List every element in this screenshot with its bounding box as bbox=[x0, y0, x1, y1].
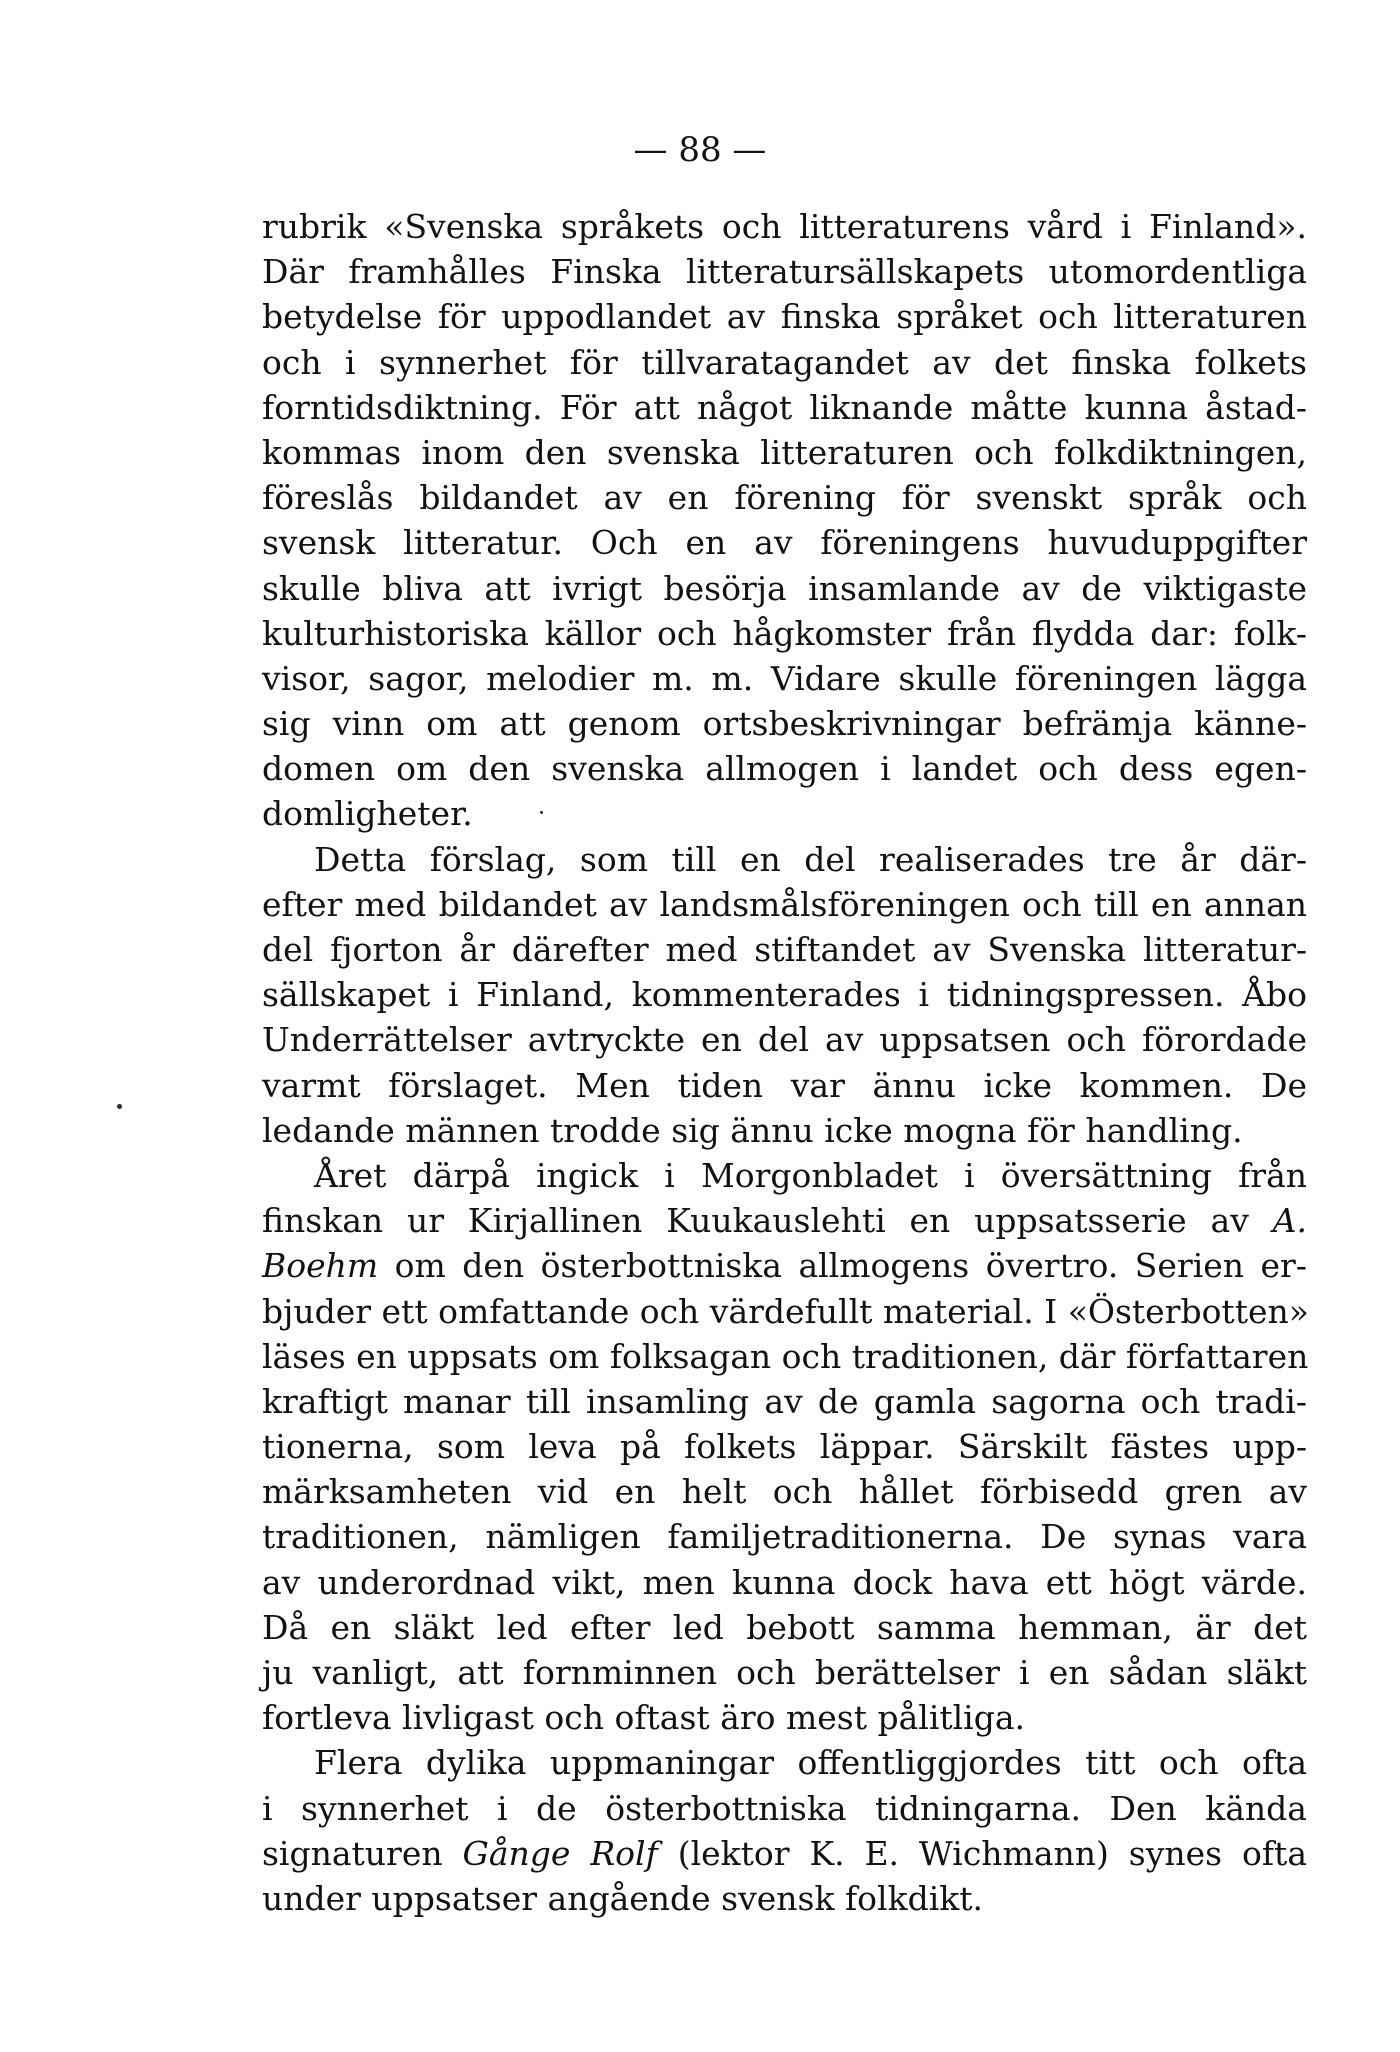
line-text: läses en uppsats om folksagan och traditionen, där författaren bbox=[262, 1336, 1309, 1376]
line-text: rubrik «Svenska språkets och litteraturens vård i Finland». bbox=[262, 207, 1307, 246]
text-line bbox=[262, 611, 1307, 656]
line-text: (lektor K. E. Wichmann) synes ofta bbox=[657, 1833, 1307, 1873]
print-speck bbox=[540, 811, 543, 814]
text-line bbox=[262, 1153, 1307, 1198]
line-text: sig vinn om att genom ortsbeskrivningar befrämja känne- bbox=[262, 704, 1307, 744]
line-text: visor, sagor, melodier m. m. Vidare skulle föreningen lägga bbox=[262, 658, 1307, 698]
line-text: Underrättelser avtryckte en del av uppsatsen och förordade bbox=[262, 1020, 1307, 1060]
line-text: del fjorton år därefter med stiftandet av Svenska litteratur- bbox=[262, 930, 1307, 969]
line-text: föreslås bildandet av en förening för svenskt språk och bbox=[262, 478, 1307, 518]
line-text: märksamheten vid en helt och hållet förbisedd gren av bbox=[262, 1472, 1307, 1512]
text-line bbox=[262, 1876, 1307, 1921]
line-text: efter med bildandet av landsmålsföreningen och till en annan bbox=[262, 884, 1307, 924]
text-line bbox=[262, 791, 1307, 836]
text-line bbox=[262, 701, 1307, 746]
line-text: domen om den svenska allmogen i landet och dess egen- bbox=[262, 749, 1307, 789]
text-line bbox=[262, 927, 1307, 972]
line-text: fortleva livligast och oftast äro mest pålitliga. bbox=[262, 1698, 1026, 1738]
line-text: Flera dylika uppmaningar offentliggjordes titt och ofta bbox=[314, 1743, 1307, 1783]
text-line bbox=[262, 1650, 1307, 1695]
line-text: ju vanligt, att fornminnen och berättelser i en sådan släkt bbox=[262, 1653, 1307, 1692]
text-line bbox=[262, 340, 1307, 385]
text-line bbox=[262, 837, 1307, 882]
text-line bbox=[262, 566, 1307, 611]
line-text: i synnerhet i de österbottniska tidningarna. Den kända bbox=[262, 1788, 1307, 1828]
text-line bbox=[262, 249, 1307, 294]
text-line bbox=[262, 1198, 1307, 1243]
line-text: varmt förslaget. Men tiden var ännu icke kommen. De bbox=[262, 1065, 1307, 1105]
text-line bbox=[262, 1108, 1307, 1153]
line-text: ledande männen trodde sig ännu icke mogna för handling. bbox=[262, 1110, 1243, 1150]
text-line bbox=[262, 1289, 1307, 1334]
text-line bbox=[262, 1469, 1307, 1514]
line-text: traditionen, nämligen familjetraditionerna. De synas vara bbox=[262, 1517, 1307, 1557]
text-line bbox=[262, 1514, 1307, 1559]
text-line bbox=[262, 1243, 1307, 1288]
line-text: kraftigt manar till insamling av de gamla sagorna och tradi- bbox=[262, 1381, 1307, 1421]
text-line bbox=[262, 1740, 1307, 1785]
line-text: om den österbottniska allmogens övertro. Serien er- bbox=[378, 1246, 1307, 1286]
text-line bbox=[262, 1379, 1307, 1424]
line-text: finskan ur Kirjallinen Kuukauslehti en uppsatsserie av bbox=[262, 1201, 1273, 1241]
line-text: forntidsdiktning. För att något liknande måtte kunna åstad- bbox=[262, 387, 1307, 427]
text-line bbox=[262, 1695, 1307, 1740]
text-line bbox=[262, 1831, 1307, 1876]
italic-text: Gånge Rolf bbox=[462, 1833, 658, 1873]
page-number: — 88 — bbox=[633, 130, 767, 170]
text-line bbox=[262, 1786, 1307, 1831]
text-line bbox=[262, 1560, 1307, 1605]
line-text: under uppsatser angående svensk folkdikt. bbox=[262, 1878, 984, 1918]
text-line bbox=[262, 972, 1307, 1017]
text-line bbox=[262, 1063, 1307, 1108]
line-text: och i synnerhet för tillvaratagandet av det finska folkets bbox=[262, 342, 1307, 382]
line-text: signaturen bbox=[262, 1833, 463, 1873]
text-line bbox=[262, 520, 1307, 565]
text-line bbox=[262, 1605, 1307, 1650]
italic-text: Boehm bbox=[262, 1246, 379, 1286]
margin-speck bbox=[117, 1104, 122, 1109]
italic-text: A. bbox=[1272, 1201, 1307, 1241]
line-text: Då en släkt led efter led bebott samma hemman, är det bbox=[262, 1607, 1307, 1647]
text-line bbox=[262, 1334, 1307, 1379]
text-line bbox=[262, 294, 1307, 339]
line-text: av underordnad vikt, men kunna dock hava ett högt värde. bbox=[262, 1562, 1307, 1602]
text-line bbox=[262, 385, 1307, 430]
text-line bbox=[262, 1424, 1307, 1469]
line-text: svensk litteratur. Och en av föreningens huvuduppgifter bbox=[262, 523, 1307, 563]
line-text: Året därpå ingick i Morgonbladet i översättning från bbox=[314, 1155, 1307, 1195]
line-text: kulturhistoriska källor och hågkomster från flydda dar: folk- bbox=[262, 613, 1307, 653]
text-line bbox=[262, 475, 1307, 520]
line-text: betydelse för uppodlandet av finska språket och litteraturen bbox=[262, 297, 1307, 337]
line-text: Där framhålles Finska litteratursällskapets utomordentliga bbox=[262, 252, 1307, 292]
text-line bbox=[262, 1017, 1307, 1062]
line-text: bjuder ett omfattande och värdefullt material. I «Österbotten» bbox=[262, 1291, 1309, 1331]
text-line bbox=[262, 656, 1307, 701]
line-text: skulle bliva att ivrigt besörja insamlande av de viktigaste bbox=[262, 568, 1307, 608]
body-text bbox=[262, 204, 1307, 1921]
text-line bbox=[262, 746, 1307, 791]
line-text: kommas inom den svenska litteraturen och folkdiktningen, bbox=[262, 432, 1307, 472]
text-line bbox=[262, 430, 1307, 475]
text-line bbox=[262, 204, 1307, 249]
line-text: sällskapet i Finland, kommenterades i tidningspressen. Åbo bbox=[262, 975, 1307, 1015]
line-text: Detta förslag, som till en del realiserades tre år där- bbox=[314, 839, 1307, 879]
line-text: domligheter. bbox=[262, 794, 473, 834]
text-line bbox=[262, 882, 1307, 927]
line-text: tionerna, som leva på folkets läppar. Särskilt fästes upp- bbox=[262, 1427, 1307, 1467]
